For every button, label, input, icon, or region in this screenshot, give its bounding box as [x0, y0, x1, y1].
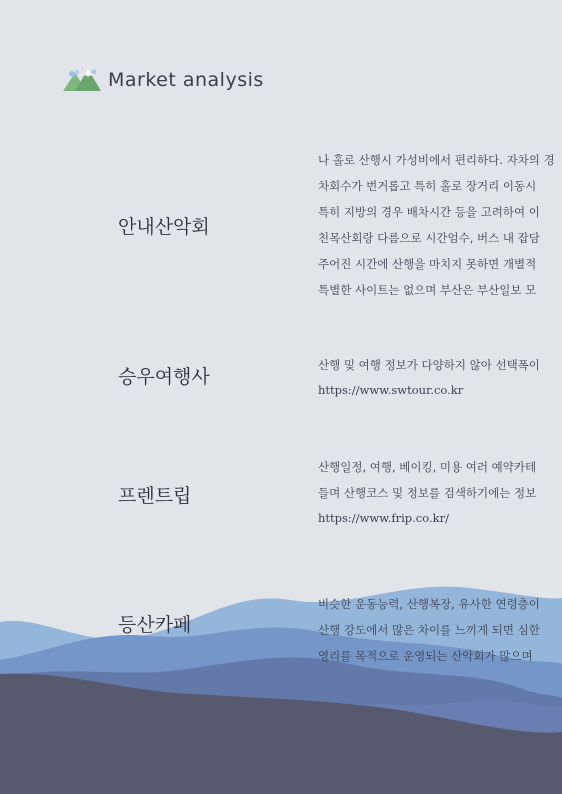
section-text-line: 산행 강도에서 많은 차이를 느끼게 되면 심한: [318, 623, 540, 637]
section-url-link[interactable]: https://www.swtour.co.kr: [318, 383, 464, 397]
section-text-line: 영리를 목적으로 운영되는 산악회가 많으며: [318, 649, 533, 663]
page-title: Market analysis: [108, 69, 264, 91]
section-text-line: 산행일정, 여행, 베이킹, 미용 여러 예약카테: [318, 460, 537, 474]
section-title: 등산카페: [118, 614, 192, 636]
section-text-line: 친목산회랑 다름으로 시간엄수, 버스 내 잡담: [318, 231, 540, 245]
section-text-line: 산행 및 여행 정보가 다양하지 않아 선택폭이: [318, 358, 540, 372]
section-text-line: 들며 산행코스 및 정보를 검색하기에는 정보: [318, 486, 537, 500]
mountain-waves-decoration: [0, 560, 562, 794]
mountain-icon: [63, 67, 101, 93]
section-title: 안내산악회: [118, 216, 210, 238]
section-text-line: 특별한 사이트는 없으며 부산은 부산일보 모: [318, 283, 537, 297]
section-text-line: 주어진 시간에 산행을 마치지 못하면 개별적: [318, 257, 537, 271]
section-title: 프렌트립: [118, 485, 192, 507]
section-text-line: 나 홀로 산행시 가성비에서 편리하다. 자차의 경: [318, 153, 555, 167]
page-header: [63, 66, 264, 94]
section-text-line: 차회수가 번거롭고 특히 홀로 장거리 이동시: [318, 179, 537, 193]
section-text-line: 비슷한 운동능력, 산행복장, 유사한 연령층이: [318, 597, 540, 611]
section-text-line: 특히 지방의 경우 배차시간 등을 고려하여 이: [318, 205, 540, 219]
section-url-link[interactable]: https://www.frip.co.kr/: [318, 511, 449, 525]
section-title: 승우여행사: [118, 366, 210, 388]
